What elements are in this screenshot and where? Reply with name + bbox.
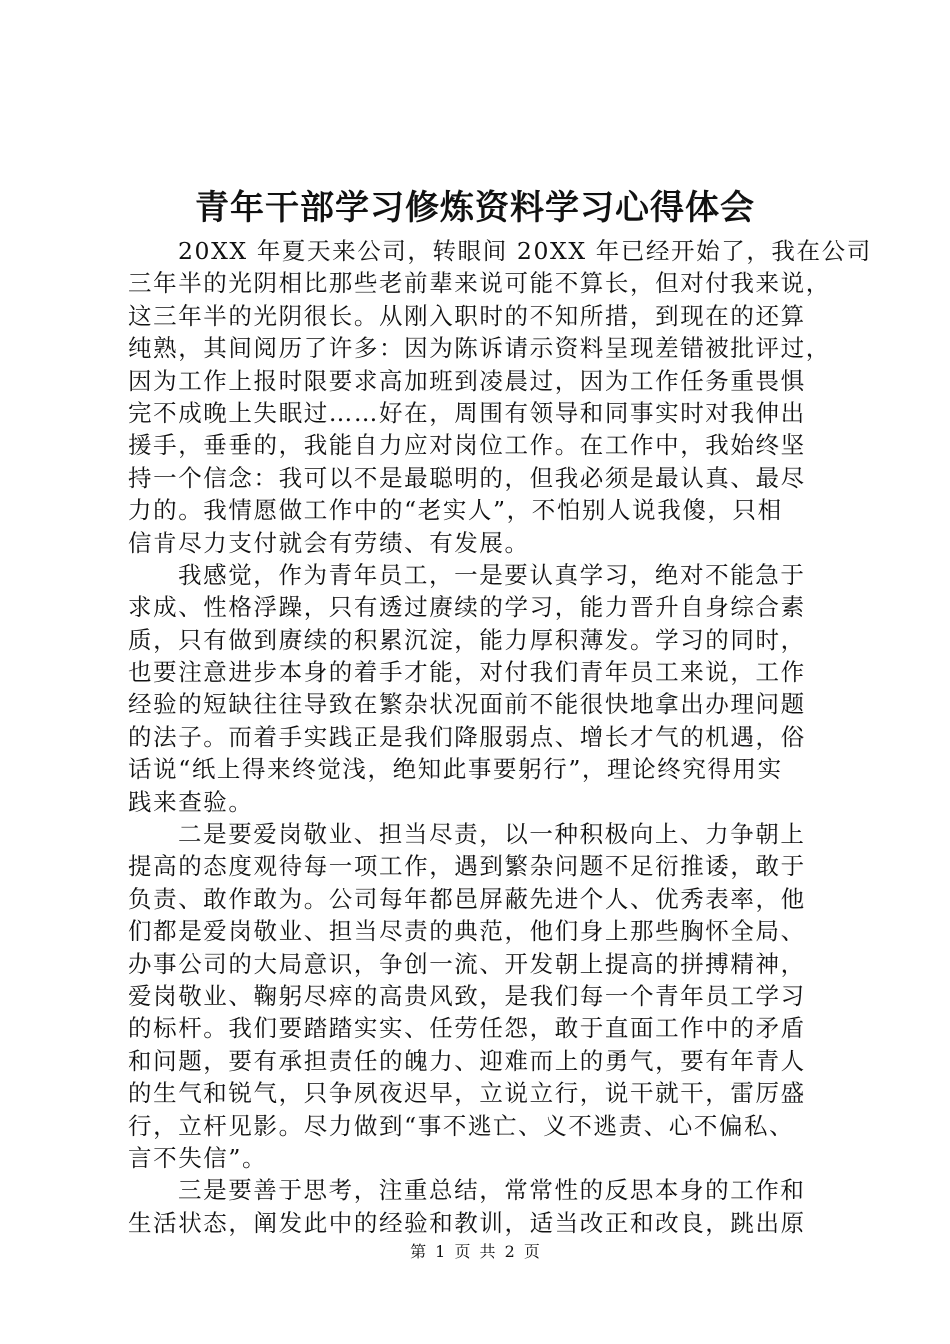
body-line: 二是要爱岗敬业、担当尽责，以一种积极向上、力争朝上 <box>178 820 806 849</box>
body-line: 求成、性格浮躁，只有透过赓续的学习，能力晋升自身综合素 <box>128 593 806 622</box>
body-line: 质，只有做到赓续的积累沉淀，能力厚积薄发。学习的同时， <box>128 625 806 654</box>
body-line: 完不成晚上失眠过……好在，周围有领导和同事实时对我伸出 <box>128 398 806 427</box>
document-body <box>128 235 872 1239</box>
body-line: 们都是爱岗敬业、担当尽责的典范，他们身上那些胸怀全局、 <box>128 917 806 946</box>
body-line: 负责、敢作敢为。公司每年都邑屏蔽先进个人、优秀表率，他 <box>128 884 806 913</box>
body-line: 因为工作上报时限要求高加班到凌晨过，因为工作任务重畏惧 <box>128 366 806 395</box>
page-footer: 第 1 页 共 2 页 <box>410 1242 540 1261</box>
body-line: 爱岗敬业、鞠躬尽瘁的高贵风致，是我们每一个青年员工学习 <box>128 981 806 1010</box>
body-line: 话说“纸上得来终觉浅，绝知此事要躬行”，理论终究得用实 <box>128 755 783 784</box>
body-line: 提高的态度观待每一项工作，遇到繁杂问题不足衍推诿，敢于 <box>128 852 806 881</box>
document-title: 青年干部学习修炼资料学习心得体会 <box>195 188 755 228</box>
body-line: 践来查验。 <box>128 787 254 816</box>
body-line: 的生气和锐气，只争夙夜迟早，立说立行，说干就干，雷厉盛 <box>128 1079 806 1108</box>
body-line: 办事公司的大局意识，争创一流、开发朝上提高的拼搏精神， <box>128 949 806 978</box>
body-line: 生活状态，阐发此中的经验和教训，适当改正和改良，跳出原 <box>128 1208 806 1237</box>
body-line: 信肯尽力支付就会有劳绩、有发展。 <box>128 528 530 557</box>
body-line: 纯熟，其间阅历了许多：因为陈诉请示资料呈现差错被批评过， <box>128 334 831 363</box>
body-line: 行，立杆见影。尽力做到“事不逃亡、义不逃责、心不偏私、 <box>128 1111 795 1140</box>
body-line: 言不失信”。 <box>128 1143 268 1172</box>
body-line: 三年半的光阴相比那些老前辈来说可能不算长，但对付我来说， <box>128 269 831 298</box>
body-line: 力的。我情愿做工作中的“老实人”，不怕别人说我傻，只相 <box>128 496 783 525</box>
body-line: 三是要善于思考，注重总结，常常性的反思本身的工作和 <box>178 1176 806 1205</box>
body-line: 也要注意进步本身的着手才能，对付我们青年员工来说，工作 <box>128 658 806 687</box>
body-line: 援手，垂垂的，我能自力应对岗位工作。在工作中，我始终坚 <box>128 431 806 460</box>
body-line: 和问题，要有承担责任的魄力、迎难而上的勇气，要有年青人 <box>128 1046 806 1075</box>
body-line: 这三年半的光阴很长。从刚入职时的不知所措，到现在的还算 <box>128 301 806 330</box>
body-line: 的法子。而着手实践正是我们降服弱点、增长才气的机遇，俗 <box>128 722 806 751</box>
body-line: 我感觉，作为青年员工，一是要认真学习，绝对不能急于 <box>178 560 806 589</box>
body-line: 经验的短缺往往导致在繁杂状况面前不能很快地拿出办理问题 <box>128 690 806 719</box>
body-line: 的标杆。我们要踏踏实实、任劳任怨，敢于直面工作中的矛盾 <box>128 1014 806 1043</box>
body-line: 持一个信念：我可以不是最聪明的，但我必须是最认真、最尽 <box>128 463 806 492</box>
body-line: 20XX 年夏天来公司，转眼间 20XX 年已经开始了，我在公司 <box>178 237 872 265</box>
